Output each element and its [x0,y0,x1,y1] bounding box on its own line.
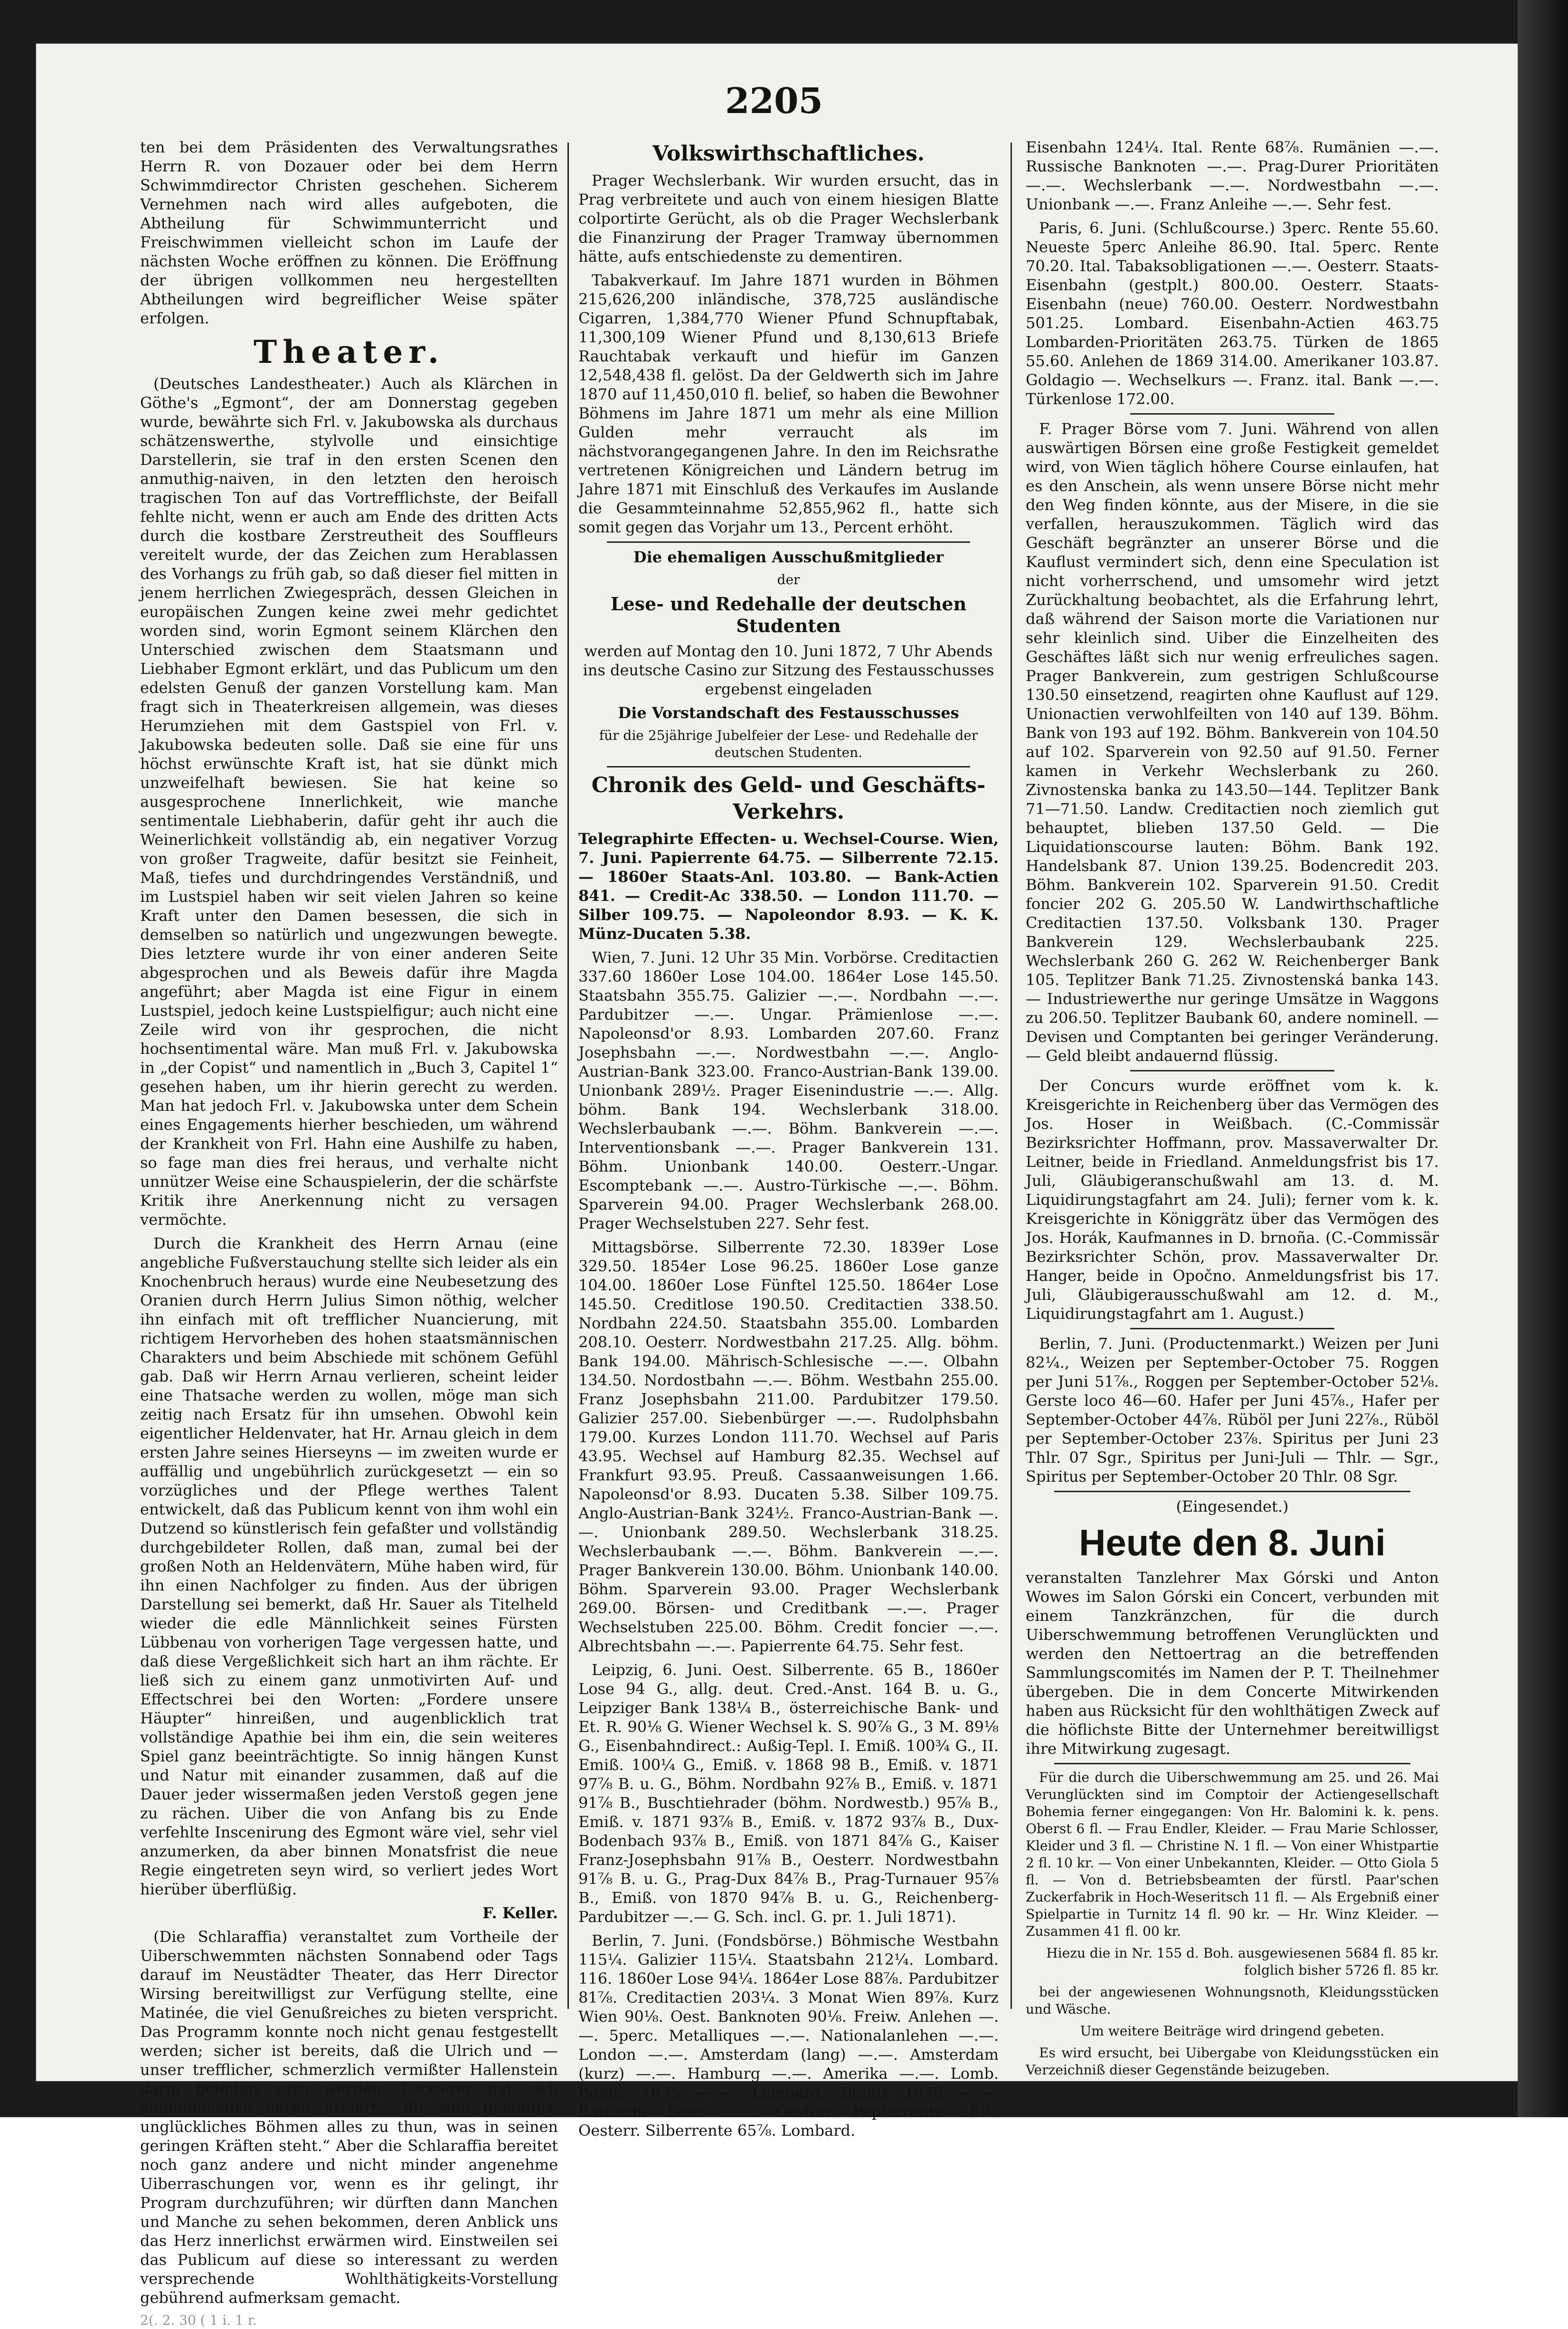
mittagsboerse: Mittagsbörse. Silberrente 72.30. 1839er Lose 329.50. 1854er Lose 96.25. 1860er Lose ganze 104.00. 1860er Lose Fünftel 125.50. 1864er Lose 145.50. Creditlose 190.50. Creditactien 338.50. Nordbahn 224.50. Staatsbahn 355.00. Lombarden 208.10. Oesterr. Nordwestbahn 217.25. Allg. böhm. Bank 194.00. Mährisch-Schlesische —.—. Olbahn 134.50. Nordostbahn —.—. Böhm. Westbahn 255.00. Franz Josephsbahn 211.00. Pardubitzer 179.50. Galizier 257.00. Siebenbürger —.—. Rudolphsbahn 179.00. Kurzes London 111.70. Wechsel auf Paris 43.95. Wechsel auf Hamburg 82.35. Wechsel auf Frankfurt 93.95. Preuß. Cassaanweisungen 1.66. Napoleonsd'or 8.93. Ducaten 5.38. Silber 109.75. Anglo-Austrian-Bank 324½. Franco-Austrian-Bank —.—. Unionbank 289.50. Wechslerbank 318.25. Wechslerbaubank —.—. Böhm. Bankverein —.—. Prager Bankverein 130.00. Böhm. Unionbank 140.00. Böhm. Sparverein 93.00. Prager Wechslerbank 269.00. Börsen- und Creditbank —.—. Prager Wechselstuben 225.00. Böhm. Credit foncier —.—. Albrechtsbahn —.—. Papierrente 64.75. Sehr fest. [578,1238,999,1655]
divider [1054,1491,1410,1492]
theater-review-p2: Durch die Krankheit des Herrn Arnau (eine angebliche Fußverstauchung stellte sich leider als ein Knochenbruch heraus) wurde eine Neubesetzung des Oranien durch Herrn Julius Simon nöthig, welcher ihn einfach mit oft trefflicher Nuancierung, mit richtigem Hervorheben des hohen staatsmännischen Charakters und beim Abschiede mit schönem Gefühl gab. Daß wir Herrn Arnau verlieren, scheint leider eine Thatsache werden zu wollen, möge man sich zeitig nach Ersatz für ihn umsehen. Obwohl kein eigentlicher Heldenvater, hat Hr. Arnau gleich in dem ersten Jahre seines Hierseyns — im zweiten wurde er auffällig und ungebührlich zurückgesetzt — ein so vorzügliches und der Pflege werthes Talent entwickelt, daß das Publicum kennt von ihm wohl ein Dutzend so künstlerisch fein gefaßter und vollständig durchgebildeter Rollen, daß man, zumal bei der großen Noth an Heldenvätern, Mühe haben wird, für ihn einen Nachfolger zu finden. Aus der übrigen Darstellung sei bemerkt, daß Hr. Sauer als Titelheld wieder die edle Männlichkeit seines Fürsten Lübbenau von vorherigen Tage vergessen hatte, und daß diese Vergeßlichkeit sich hart an ihm rächte. Er ließ sich zu einem ganz unmotivirten Auf- und Effectschrei bei den Worten: „Fordere unsere Häupter“ hinreißen, und augenblicklich trat vollständige Apathie bei ihm ein, die sein weiteres Spiel ganz beeinträchtigte. So innig hängen Kunst und Natur mit einander zusammen, daß auf die Dauer jeder wissermaßen jeden Verstoß gegen jene zu rächen. Uiber die von Anfang bis zu Ende verfehlte Inscenirung des Egmont wäre viel, sehr viel anzumerken, da aber binnen Monatsfrist die neue Regie eingetreten seyn wird, so verliert jedes Wort hierüber überflüßig. [140,1234,558,1898]
divider [1130,1328,1334,1329]
divider [607,766,970,767]
divider [607,541,970,543]
event-body: veranstalten Tanzlehrer Max Górski und Anton Wowes im Salon Górski ein Concert, verbunden mit einem Tanzkränzchen, für die durch Uiberschwemmung betroffenen Verunglückten und werden den Nettoertrag an die betreffenden Sammlungscomités im Namen der P. T. Theilnehmer übergeben. Die in dem Concerte Mitwirkenden haben aus Rücksicht für den wohlthätigen Zweck auf die höflichste Bitte der Unternehmer bereitwilligst ihre Mitwirkung zugesagt. [1026,1569,1439,1758]
event-headline: Heute den 8. Juni [1079,1522,1386,1563]
further-appeal: Um weitere Beiträge wird dringend gebeten. [1080,2023,1385,2039]
donations-list: Für die durch die Uiberschwemmung am 25. und 26. Mai Verunglückten sind im Comptoir der Actiengesellschaft Bohemia ferner eingegangen: Von Hr. Balomini k. k. pens. Oberst 6 fl. — Frau Endler, Kleider. — Frau Marie Schlosser, Kleider und 3 fl. — Christine N. 1 fl. — Von einer Whistpartie 2 fl. 10 kr. — Von einer Unbekannten, Kleider. — Otto Giola 5 fl. — Von d. Betriebsbeamten der fürstl. Paar'schen Zuckerfabrik in Hoch-Weseritsch 11 fl. — Als Ergebniß einer Spielpartie in Turnitz 14 fl. 90 kr. — Hr. Winz Kleider. — Zusammen 41 fl. 00 kr. [1026,1770,1439,1939]
faded-footer-text: 2(. 2. 30 ( 1 i. 1 r. [140,2312,257,2328]
notice-title-1: Die ehemaligen Ausschußmitglieder [633,548,944,566]
intro-paragraph: ten bei dem Präsidenten des Verwaltungsrathes Herrn R. von Dozauer oder bei dem Herrn Schwimmdirector Christen geschehen. Sicherem Vernehmen nach wird alles aufgeboten, die Abtheilung für Schwimmunterricht und Freischwimmen vielleicht schon im Laufe der nächsten Woche eröffnen zu können. Die Eröffnung der übrigen vollkommen neu hergestellten Abtheilungen wird begreiflicher Weise später erfolgen. [140,138,558,327]
schlaraffia-paragraph: (Die Schlaraffia) veranstaltet zum Vortheile der Uiberschwemmten nächsten Sonnabend oder Tags darauf im Neustädter Theater, das Herr Director Wirsing bereitwilligst zur Verfügung stellte, eine Matinée, die viel Genußreiches zu bieten verspricht. Das Programm konnte noch nicht genau festgestellt werden; sicher ist bereits, daß die Ulrich und — unser trefflicher, schmerzlich vermißter Hallenstein darin beteiligt seyn werden. Letzterer hat sich augenblicklich bereit erklärt, „für sein geliebtes, unglückliches Böhmen alles zu thun, was in seinen geringen Kräften steht.“ Aber die Schlaraffia bereitet noch ganz andere und nicht minder angenehme Uiberraschungen vor, wenn es ihr gelingt, ihr Program durchzuführen; wir dürften dann Manchen und Manche zu sehen bekommen, deren Anblick uns das Herz innerlichst erwärmen wird. Einstweilen sei das Publicum auf diese so interessant zu werden versprechende Wohlthätigkeits-Vorstellung gebührend aufmerksam gemacht. [140,1928,558,2307]
eingesendet-label: (Eingesendet.) [1176,1497,1289,1515]
telegraph-courses: Telegraphirte Effecten- u. Wechsel-Course. Wien, 7. Juni. Papierrente 64.75. — Silberrente 72.15. — 1860er Staats-Anl. 103.80. — Bank-Actien 841. — Credit-Ac 338.50. — London 111.70. — Silber 109.75. — Napoleondor 8.93. — K. K. Münz-Ducaten 5.38. [578,830,999,943]
berlin-fondsboerse: Berlin, 7. Juni. (Fondsbörse.) Böhmische Westbahn 115¼. Galizier 115¼. Staatsbahn 212¼. Lombard. 116. 1860er Lose 94¼. 1864er Lose 88⅞. Pardubitzer 81⅞. Creditactien 203¼. 3 Monat Wien 89⅞. Kurz Wien 90⅛. Oest. Banknoten 90⅛. Freiw. Anlehen —.—. 5perc. Metalliques —.—. Nationalanlehen —.—. London —.—. Amsterdam (lang) —.—. Amsterdam (kurz) —.—. Hamburg —.—. Amerika —.—. Lomb. Bonds 1875 —.—. Lombard. Bonds 1876 —.—. Bairische Lose —.—. Oesterr. Papierrente 58⅞. Oesterr. Silberrente 65⅞. Lombard. [578,1931,999,2140]
page-number: 2205 [725,81,823,122]
column-right [1026,138,1439,2078]
paris-report: Paris, 6. Juni. (Schlußcourse.) 3perc. Rente 55.60. Neueste 5perc Anleihe 86.90. Ital. 5perc. Rente 70.20. Ital. Tabaksobligationen —.—. Oesterr. Staats-Eisenbahn (gestplt.) 800.00. Oesterr. Staats-Eisenbahn (neue) 760.00. Oesterr. Nordwestbahn 501.25. Lombard. Eisenbahn-Actien 463.75 Lombarden-Prioritäten 263.75. Türken de 1865 55.60. Anlehen de 1869 314.00. Amerikaner 103.87. Goldagio —. Wechselkurs —. Franz. ital. Bank —.—. Türkenlose 172.00. [1026,219,1439,408]
economy-heading: Volkswirthschaftliches. [652,142,925,166]
theater-heading: Theater. [253,333,445,370]
theater-review-p1: (Deutsches Landestheater.) Auch als Klärchen in Göthe's „Egmont“, der am Donnerstag gegeben wurde, bewährte sich Frl. v. Jakubowska als durchaus schätzenswerthe, stylvolle und einsichtige Darstellerin, sie traf in den ersten Scenen den anmuthig-naiven, in den letzten den heroisch tragischen Ton auf das Vortrefflichste, der Beifall fehlte nicht, wenn er auch am Ende des dritten Acts durch die kostbare Zerstreutheit des Souffleurs vereitelt wurde, der das Zeichen zum Herablassen des Vorhangs zu früh gab, so daß dieser fiel mitten in jenem herrlichen Zwiegespräch, dessen Gleichen in europäischen Zungen keine zwei mehr gedichtet worden sind, worin Egmont seinem Klärchen den Unterschied zwischen dem Staatsmann und Liebhaber Egmont erklärt, und das Publicum um den edelsten Genuß der ganzen Vorstellung kam. Man fragt sich in Theaterkreisen allgemein, was dieses Herumziehen mit dem Gastspiel von Frl. v. Jakubowska bedeuten solle. Daß sie eine für uns höchst erwünschte Kraft ist, hat sie dünkt mich unzweifelhaft bewiesen. Sie hat keine so ausgesprochene Innerlichkeit, wie manche sentimentale Liebhaberin, dafür geht ihr auch die Weinerlichkeit vollständig ab, ein negativer Vorzug von großer Tragweite, dafür besitzt sie Feinheit, Maß, tiefes und durchdringendes Verständniß, und im Lustspiel haben wir seit vielen Jahren so keine Kraft unter den Damen besessen, die sich in demselben so natürlich und ungezwungen bewegte. Dies letztere wurde ihr von einer anderen Seite abgesprochen und als Beweis dafür ihre Magda angeführt; aber Magda ist eine Figur in einem Lustspiel, jedoch keine Lustspielfigur; auch nicht eine Zeile wird von ihr gesprochen, die nicht hochsentimental wäre. Man muß Frl. v. Jakubowska in „der Copist“ und namentlich in „Buch 3, Capitel 1“ gesehen haben, um ihr hierin gerecht zu werden. Man hat jedoch Frl. v. Jakubowska unter dem Schein eines Engagements hierher beschieden, um während der Krankheit von Frl. Hahn eine Aushilfe zu haben, so fage man dies frei heraus, und verhalte nicht unnützer Weise eine Schauspielerin, der die schärfste Kritik ihre Anerkennung nicht zu versagen vermöchte. [140,375,558,1229]
chronicle-heading: Chronik des Geld- und Geschäfts-Verkehrs. [591,773,986,824]
page-edge-shadow [1518,0,1568,2117]
tabakverkauf-paragraph: Tabakverkauf. Im Jahre 1871 wurden in Böhmen 215,626,200 inländische, 378,725 ausländische Cigarren, 1,384,770 Wiener Pfund Schnupftabak, 11,300,109 Wiener Pfund und 8,130,613 Briefe Rauchtabak verkauft und hiefür im Ganzen 12,548,438 fl. gelöst. Da der Geldwerth sich im Jahre 1870 auf 11,450,010 fl. belief, so haben die Bewohner Böhmens im Jahre 1871 um mehr als eine Million Gulden mehr verraucht als im nächstvorangegangenen Jahre. In den im Reichsrathe vertretenen Königreichen und Ländern betrug im Jahre 1871 mit Einschluß des Verkaufes im Auslande die Gesammteinnahme 52,855,962 fl., hatte sich somit gegen das Vorjahr um 13., Percent erhöht. [578,271,999,536]
column-left [140,138,558,2328]
column-middle [578,138,999,2140]
leipzig-report: Leipzig, 6. Juni. Oest. Silberrente. 65 B., 1860er Lose 94 G., allg. deut. Cred.-Anst. 164 B. u. G., Leipziger Bank 138¼ B., österreichische Bank- und Et. R. 90⅛ G. Wiener Wechsel k. S. 90⅞ G., 3 M. 89⅛ G., Eisenbahndirect.: Außig-Tepl. I. Emiß. 100¾ G., II. Emiß. 100¼ G., Emiß. v. 1868 98 B., Emiß. v. 1871 97⅞ B. u. G., Böhm. Nordbahn 92⅞ B., Emiß. v. 1871 91⅞ B., Buschtiehrader (böhm. Nordwestb.) 95⅞ B., Emiß. v. 1871 93⅞ B., Emiß. v. 1872 93⅞ B., Dux-Bodenbach 93⅞ B., Emiß. von 1871 84⅞ G., Kaiser Franz-Josephsbahn 91⅞ B., Oesterr. Nordwestbahn 91⅞ B. u. G., Prag-Dux 84⅞ B., Prag-Turnauer 95⅞ B., Emiß. von 1870 94⅞ B. u. G., Reichenberg-Pardubitzer —.— G. Sch. incl. G. pr. 1. Juli 1871). [578,1661,999,1926]
notice-body: werden auf Montag den 10. Juni 1872, 7 Uhr Abends ins deutsche Casino zur Sitzung des Festausschusses ergebenst eingeladen [583,642,994,698]
berlin-productenmarkt: Berlin, 7. Juni. (Productenmarkt.) Weizen per Juni 82¼., Weizen per September-October 75. Roggen per Juni 51⅞., Roggen per September-October 52⅛. Gerste loco 46—60. Hafer per Juni 45⅞., Hafer per September-October 44⅞. Rüböl per Juni 22⅞., Rüböl per September-October 23⅞. Spiritus per Juni 23 Thlr. 07 Sgr., Spiritus per Juni-Juli — Thlr. — Sgr., Spiritus per September-October 20 Thlr. 08 Sgr. [1026,1335,1439,1486]
notice-der: der [777,572,800,587]
divider [1130,1070,1334,1071]
notice-signature-sub: für die 25jährige Jubelfeier der Lese- und Redehalle der deutschen Studenten. [599,728,978,760]
wechslerbank-paragraph: Prager Wechslerbank. Wir wurden ersucht, das in Prag verbreitete und auch von einem hiesigen Blatte colportirte Gerücht, als ob die Prager Wechslerbank die Finanzirung der Prager Tramway übernommen hätte, aufs entschiedenste zu dementiren. [578,171,999,265]
column-rule [1011,142,1012,2009]
prager-boerse-report: F. Prager Börse vom 7. Juni. Während von allen auswärtigen Börsen eine große Festigkeit gemeldet wird, von Wien täglich höhere Course einlaufen, hat es den Anschein, als wenn unsere Börse nicht mehr den Weg finden könnte, aus der Misere, in die sie verfallen, herauszukommen. Täglich wird das Geschäft begränzter an unserer Börse und die Kauflust vermindert sich, denn eine Speculation ist nicht vorherrschend, und umsomehr wird jetzt Zurückhaltung beobachtet, als die Erfahrung lehrt, daß während der Saison morte die Variationen nur sehr kleinlich sind. Uiber die Einzelheiten des Geschäftes läßt sich nur wenig erfreuliches sagen. Prager Bankverein, zum gestrigen Schlußcourse 130.50 einsetzend, reagirten ohne Kauflust auf 129. Unionactien verwohlfeilten von 140 auf 139. Böhm. Bank von 193 auf 192. Böhm. Bankverein von 104.50 auf 102. Sparverein von 92.50 auf 91.50. Ferner kamen in Verkehr Wechslerbank zu 260. Zivnostenska banka zu 143.50—144. Teplitzer Bank 71—71.50. Landw. Creditactien noch ziemlich gut behauptet, blieben 137.50 Geld. — Die Liquidationscourse lauten: Böhm. Bank 192. Handelsbank 87. Union 139.25. Bodencredit 203. Böhm. Bankverein 102. Sparverein 91.50. Credit foncier 202 G. 205.50 W. Landwirthschaftliche Creditactien 137.50. Volksbank 130. Prager Bankverein 129. Wechslerbaubank 225. Wechslerbank 260 G. 262 W. Reichenberger Bank 105. Teplitzer Bank 71.25. Zivnostenská banka 143. — Industriewerthe nur geringe Umsätze in Waggons zu 206.50. Teplitzer Baubank 60, andere nominell. — Devisen und Comptanten bei geringer Veränderung. — Geld bleibt andauernd flüssig. [1026,420,1439,1065]
notice-title-2: Lese- und Redehalle der deutschen Studenten [610,593,967,636]
donations-total: Hiezu die in Nr. 155 d. Boh. ausgewiesenen 5684 fl. 85 kr. folglich bisher 5726 fl. 85 kr. [1046,1945,1439,1978]
divider [1130,413,1334,415]
concurs-notice: Der Concurs wurde eröffnet vom k. k. Kreisgerichte in Reichenberg über das Vermögen des Jos. Hoser in Weißbach. (C.-Commissär Bezirksrichter Hoffmann, prov. Massaverwalter Dr. Leitner, beide in Friedland. Anmeldungsfrist bis 17. Juli, Gläubigeranschußwahl am 13. d. M. Liquidirungstagfahrt am 24. Juli); ferner vom k. k. Kreisgerichte in Königgrätz über das Vermögen des Jos. Horák, Kaufmannes in D. brnoña. (C.-Commissär Bezirksrichter Schön, prov. Massaverwalter Dr. Hanger, beide in Opočno. Anmeldungsfrist bis 17. Juli, Gläubigerausschußwahl am 12. d. M., Liquidirungstagfahrt am 1. August.) [1026,1077,1439,1323]
notice-signature: Die Vorstandschaft des Festausschusses [618,704,959,722]
donations-note: bei der angewiesenen Wohnungsnoth, Kleidungsstücken und Wäsche. [1026,1984,1439,2017]
clothing-request: Es wird ersucht, bei Uibergabe von Kleidungsstücken ein Verzeichniß dieser Gegenstände beizugeben. [1026,2045,1439,2078]
column-rule [567,142,569,2009]
review-signature: F. Keller. [482,1904,558,1922]
wien-vorboerse: Wien, 7. Juni. 12 Uhr 35 Min. Vorbörse. Creditactien 337.60 1860er Lose 104.00. 1864er Lose 145.50. Staatsbahn 355.75. Galizier —.—. Nordbahn —.—. Pardubitzer —.—. Ungar. Prämienlose —.—. Napoleonsd'or 8.93. Lombarden 207.60. Franz Josephsbahn —.—. Nordwestbahn —.—. Anglo-Austrian-Bank 323.00. Franco-Austrian-Bank 139.00. Unionbank 289½. Prager Eisenindustrie —.—. Allg. böhm. Bank 194. Wechslerbank 318.00. Wechslerbaubank —.—. Böhm. Bankverein —.—. Interventionsbank —.—. Prager Bankverein 131. Böhm. Unionbank 140.00. Oesterr.-Ungar. Escomptebank —.—. Austro-Türkische —.—. Böhm. Sparverein 94.00. Prager Wechslerbank 268.00. Prager Wechselstuben 227. Sehr fest. [578,948,999,1232]
divider [1054,1763,1410,1764]
continued-courses: Eisenbahn 124¼. Ital. Rente 68⅞. Rumänien —.—. Russische Banknoten —.—. Prag-Durer Prioritäten —.—. Wechslerbank —.—. Nordwestbahn —.—. Unionbank —.—. Franz Anleihe —.—. Sehr fest. [1026,138,1439,213]
